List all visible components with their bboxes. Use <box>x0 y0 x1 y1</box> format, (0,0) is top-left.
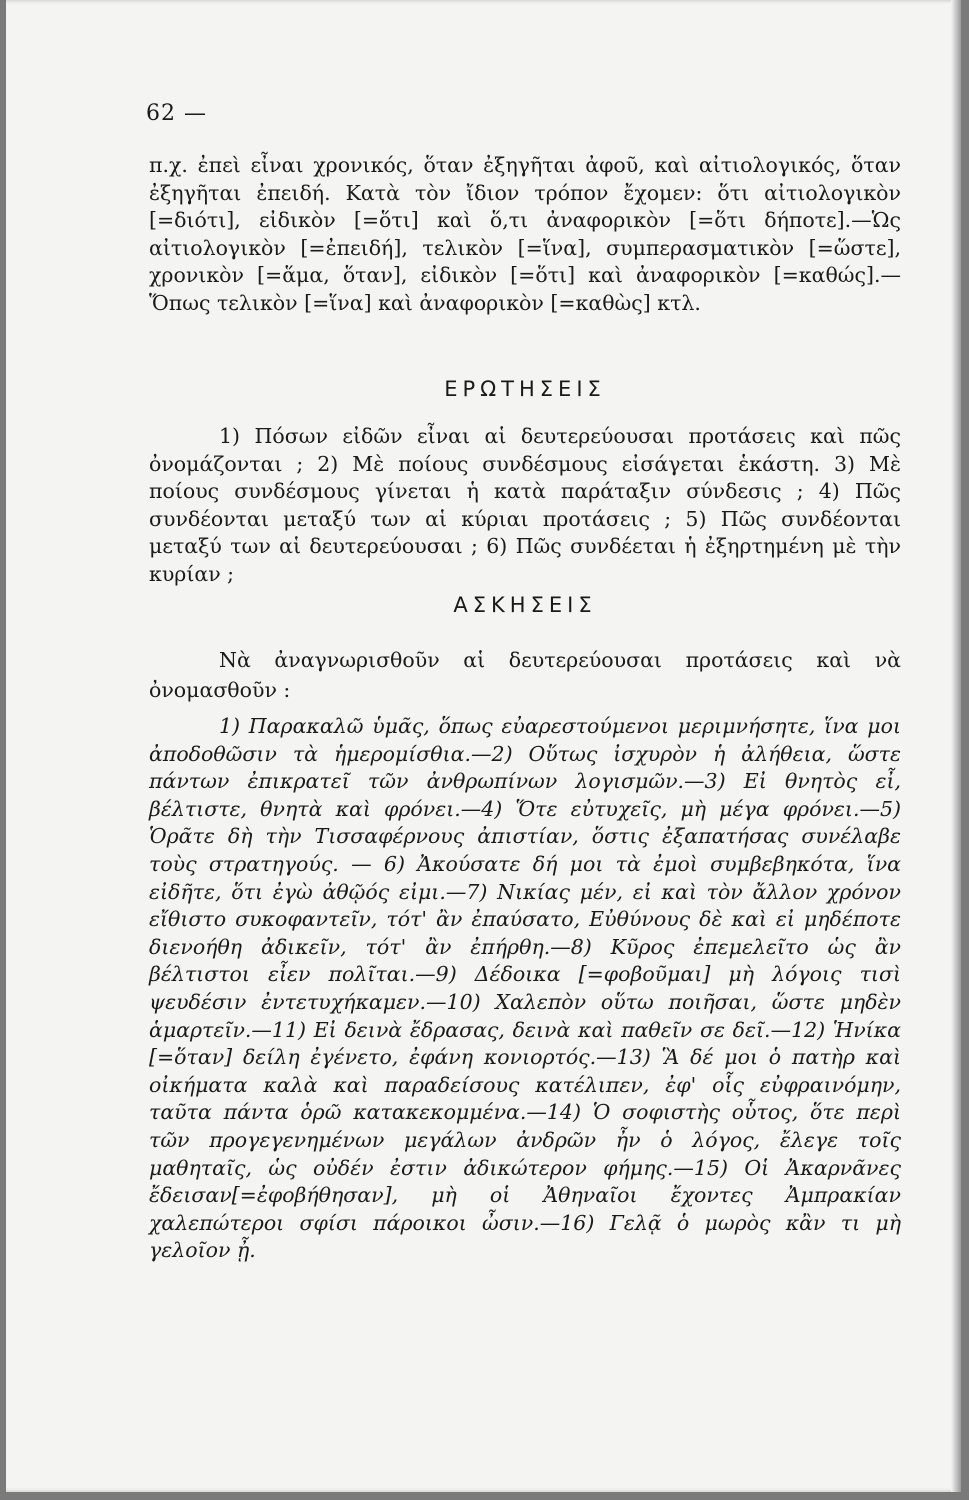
questions-paragraph <box>149 423 901 588</box>
questions-heading: ΕΡΩΤΗΣΕΙΣ <box>444 377 606 401</box>
intro-text: π.χ. ἐπεὶ εἶναι χρονικός, ὅταν ἐξηγῆται ἀφοῦ, καὶ αἰτιολογικός, ὅταν ἐξηγῆται ἐπειδή. Κατὰ τὸν ἴδιον τρόπον ἔχομεν: ὅτι αἰτιολογικὸν [=διότι], εἰδικὸν [=ὅτι] καὶ ὅ,τι ἀναφορικὸν [=ὅτι δήποτε].—Ὡς αἰτιολογικὸν [=ἐπειδή], τελικὸν [=ἵνα], συμπερασματικὸν [=ὥστε], χρονικὸν [=ἅμα, ὅταν], εἰδικὸν [=ὅτι] καὶ ἀναφορικὸν [=καθώς].—Ὅπως τελικὸν [=ἵνα] καὶ ἀναφορικὸν [=καθὼς] κτλ. <box>149 153 901 315</box>
instruction-text: Νὰ ἀναγνωρισθοῦν αἱ δευτερεύουσαι προτάσεις καὶ νὰ ὀνομασθοῦν : <box>149 648 901 702</box>
page-number: 62 — <box>146 101 207 126</box>
book-page <box>6 0 961 1492</box>
intro-paragraph <box>149 152 901 317</box>
exercises-text: 1) Παρακαλῶ ὑμᾶς, ὅπως εὐαρεστούμενοι μεριμνήσητε, ἵνα μοι ἀποδοθῶσιν τὰ ἡμερομίσθια.—2) Οὕτως ἰσχυρὸν ἡ ἀλήθεια, ὥστε πάντων ἐπικρατεῖ τῶν ἀνθρωπίνων λογισμῶν.—3) Εἰ θνητὸς εἶ, βέλτιστε, θνητὰ καὶ φρόνει.—4) Ὅτε εὐτυχεῖς, μὴ μέγα φρόνει.—5) Ὁρᾶτε δὴ τὴν Τισσαφέρνους ἀπιστίαν, ὅστις ἐξαπατήσας συνέλαβε τοὺς στρατηγούς. — 6) Ἀκούσατε δή μοι τὰ ἐμοὶ συμβεβηκότα, ἵνα εἰδῆτε, ὅτι ἐγὼ ἀθῷός εἰμι.—7) Νικίας μέν, εἰ καὶ τὸν ἄλλον χρόνον εἴθιστο συκοφαντεῖν, τότ' ἂν ἐπαύσατο, Εὐθύνους δὲ καὶ εἰ μηδέποτε διενοήθη ἀδικεῖν, τότ' ἂν ἐπήρθη.—8) Κῦρος ἐπεμελεῖτο ὡς ἂν βέλτιστοι εἶεν πολῖται.—9) Δέδοικα [=φοβοῦμαι] μὴ λόγοις τισὶ ψευδέσιν ἐντετυχήκαμεν.—10) Χαλεπὸν οὕτω ποιῆσαι, ὥστε μηδὲν ἁμαρτεῖν.—11) Εἰ δεινὰ ἔδρασας, δεινὰ καὶ παθεῖν σε δεῖ.—12) Ἡνίκα [=ὅταν] δείλη ἐγένετο, ἐφάνη κονιορτός.—13) Ἃ δέ μοι ὁ πατὴρ καὶ οἰκήματα καλὰ καὶ παραδείσους κατέλιπεν, ἐφ' οἷς εὐφραινόμην, ταῦτα πάντα ὁρῶ κατακεκομμένα.—14) Ὁ σοφιστὴς οὗτος, ὅτε περὶ τῶν προγεγενημένων μεγάλων ἀνδρῶν ἦν ὁ λόγος, ἔλεγε τοῖς μαθηταῖς, ὡς οὐδέν ἐστιν ἀδικώτερον φήμης.—15) Οἱ Ἀκαρνᾶνες ἔδεισαν[=ἐφοβήθησαν], μὴ οἱ Ἀθηναῖοι ἔχοντες Ἀμπρακίαν χαλεπώτεροι σφίσι πάροικοι ὦσιν.—16) Γελᾷ ὁ μωρὸς κἂν τι μὴ γελοῖον ᾖ. <box>149 714 901 1263</box>
exercises-paragraph <box>149 713 901 1265</box>
questions-text: 1) Πόσων εἰδῶν εἶναι αἱ δευτερεύουσαι προτάσεις καὶ πῶς ὀνομάζονται ; 2) Μὲ ποίους συνδέσμους εἰσάγεται ἑκάστη. 3) Μὲ ποίους συνδέσμους γίνεται ἡ κατὰ παράταξιν σύνδεσις ; 4) Πῶς συνδέονται μεταξύ των αἱ κύριαι προτάσεις ; 5) Πῶς συνδέονται μεταξύ των αἱ δευτερεύουσαι ; 6) Πῶς συνδέεται ἡ ἐξηρτημένη μὲ τὴν κυρίαν ; <box>149 424 901 586</box>
exercises-instruction <box>149 645 901 705</box>
exercises-heading: ΑΣΚΗΣΕΙΣ <box>453 593 597 617</box>
page-edge <box>951 0 961 1492</box>
